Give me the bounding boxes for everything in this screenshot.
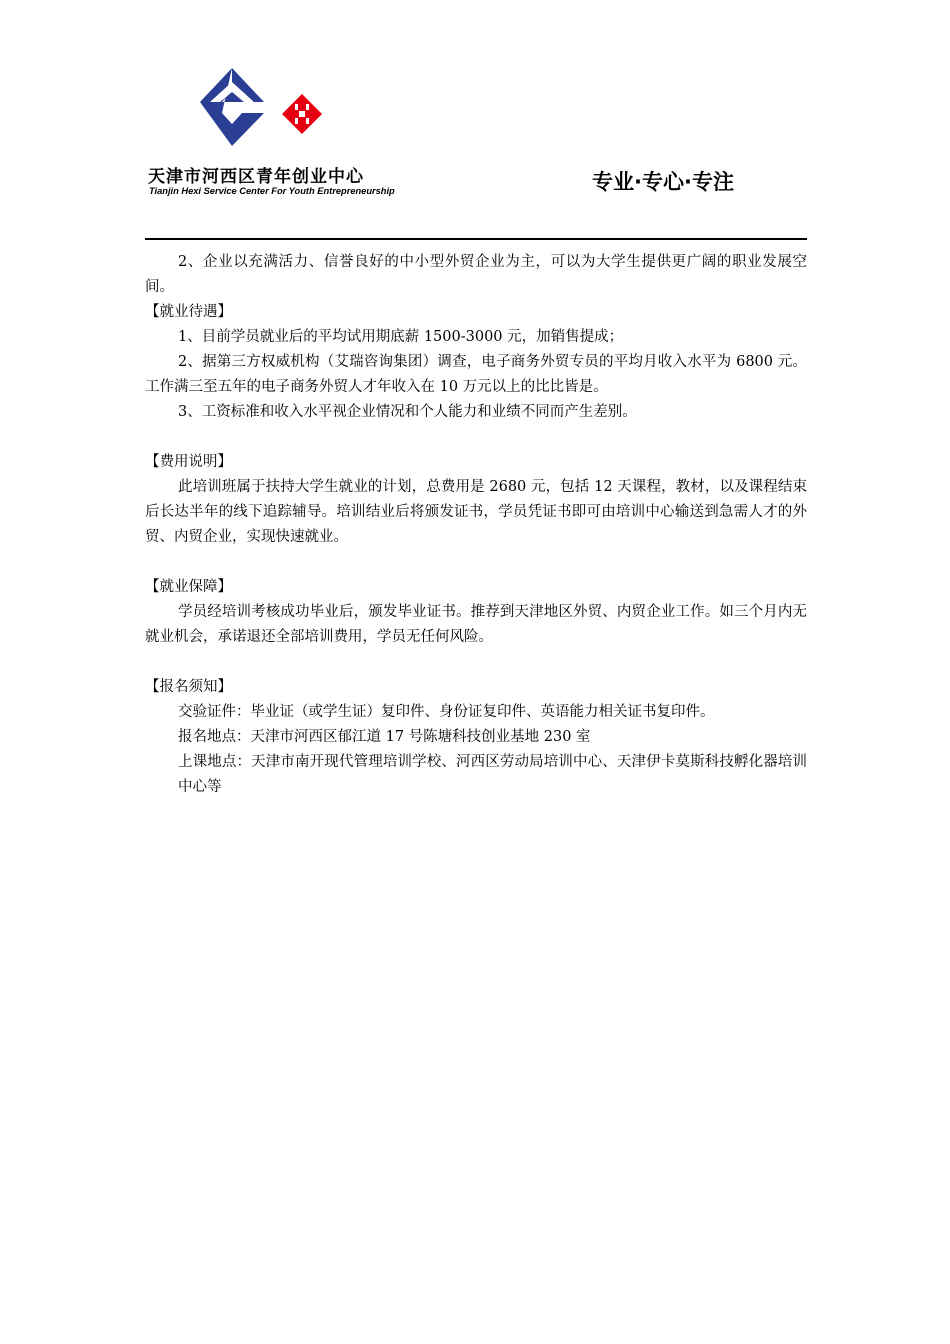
- guarantee-text: 学员经培训考核成功毕业后，颁发毕业证书。推荐到天津地区外贸、内贸企业工作。如三个月内无就业机会，承诺退还全部培训费用，学员无任何风险。: [145, 604, 807, 645]
- salary-item-2: 2、据第三方权威机构（艾瑞咨询集团）调查，电子商务外贸专员的平均月收入水平为 6800 元。工作满三至五年的电子商务外贸人才年收入在 10 万元以上的比比皆是。: [145, 354, 807, 395]
- registration-documents: 交验证件：毕业证（或学生证）复印件、身份证复印件、英语能力相关证书复印件。: [178, 704, 715, 720]
- spacer: [145, 425, 807, 450]
- fees-heading: 【费用说明】: [145, 454, 232, 470]
- guarantee-heading: 【就业保障】: [145, 579, 232, 595]
- page-header: [0, 0, 950, 245]
- spacer: [145, 650, 807, 675]
- salary-heading: 【就业待遇】: [145, 304, 232, 320]
- slogan: 专业·专心·专注: [592, 170, 734, 194]
- org-name-en: Tianjin Hexi Service Center For Youth Entrepreneurship: [149, 186, 395, 196]
- hexi-youth-center-logo-icon: [200, 68, 330, 158]
- class-locations: 上课地点：天津市南开现代管理培训学校、河西区劳动局培训中心、天津伊卡莫斯科技孵化器培训中心等: [178, 754, 807, 795]
- document-body: [145, 250, 807, 800]
- spacer: [145, 550, 807, 575]
- intro-item-2: 2、企业以充满活力、信誉良好的中小型外贸企业为主，可以为大学生提供更广阔的职业发展空间。: [145, 254, 807, 295]
- header-divider: [145, 238, 807, 240]
- salary-item-3: 3、工资标准和收入水平视企业情况和个人能力和业绩不同而产生差别。: [178, 404, 637, 420]
- registration-location: 报名地点：天津市河西区郁江道 17 号陈塘科技创业基地 230 室: [178, 729, 591, 745]
- salary-item-1: 1、目前学员就业后的平均试用期底薪 1500-3000 元，加销售提成；: [178, 329, 624, 345]
- fees-text: 此培训班属于扶持大学生就业的计划，总费用是 2680 元，包括 12 天课程，教材，以及课程结束后长达半年的线下追踪辅导。培训结业后将颁发证书，学员凭证书即可由培训中心输送到急需人才的外贸、内贸企业，实现快速就业。: [145, 479, 807, 545]
- org-name-cn: 天津市河西区青年创业中心: [148, 167, 364, 187]
- registration-heading: 【报名须知】: [145, 679, 232, 695]
